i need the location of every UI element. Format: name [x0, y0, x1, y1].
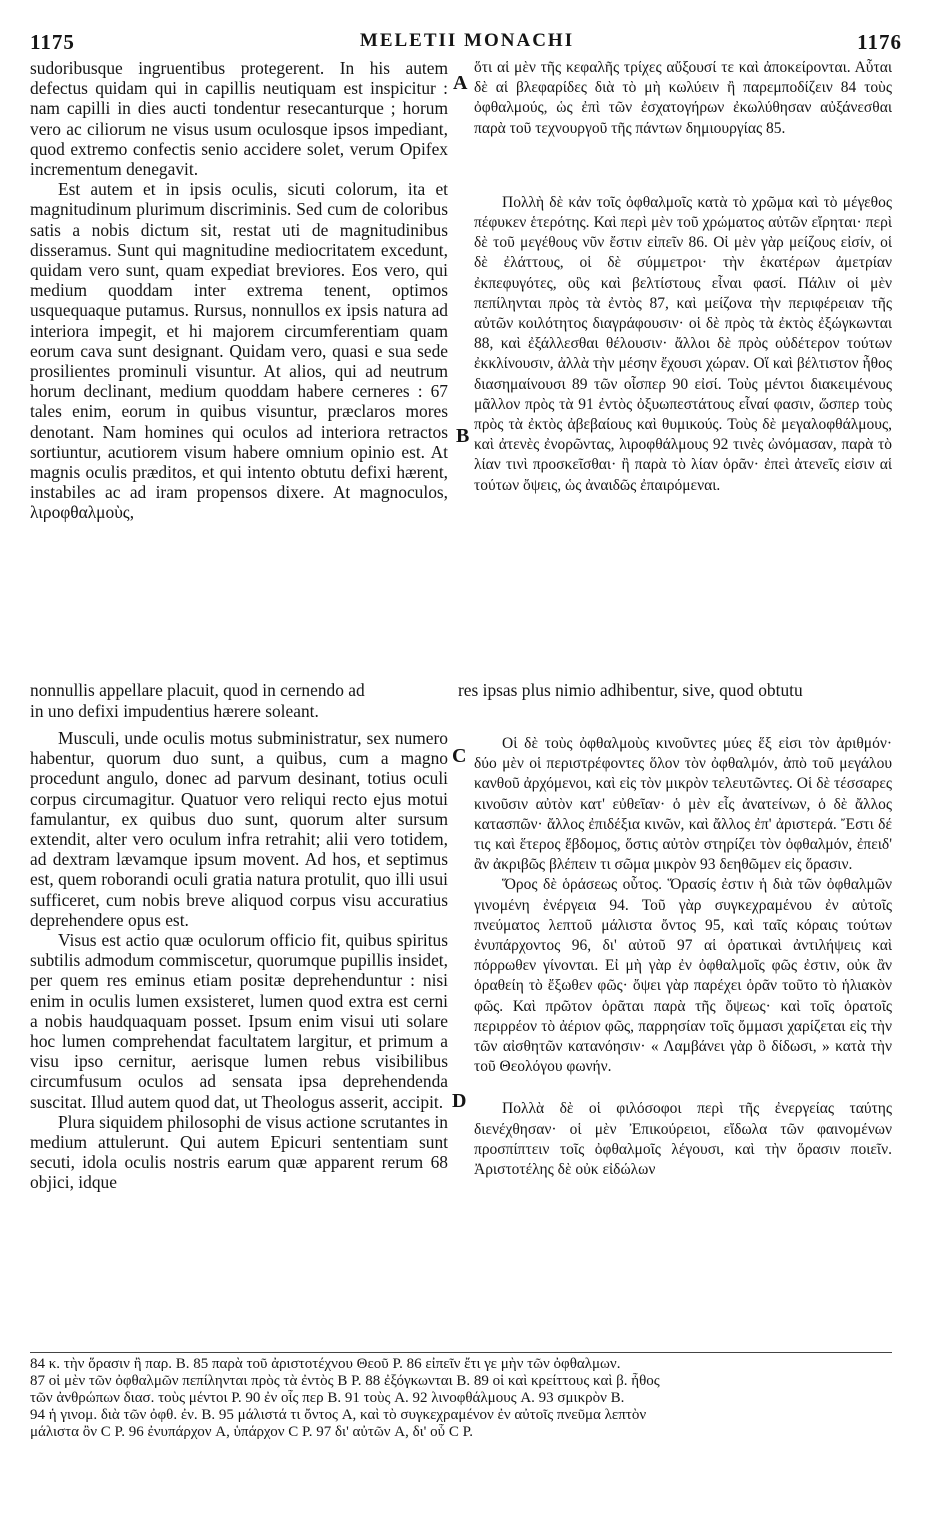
greek-paragraph: Πολλὰ δὲ οἱ φιλόσοφοι περὶ τῆς ἐνεργείας ταύτης διενέχθησαν· οἱ μὲν Ἐπικούρειοι, εἴδωλα τῶν φαινομένων προσπίπτειν τοῖς ὀφθαλμοῖς λέγουσι, καὶ τὴν ὅρασιν ποιεῖν. Ἀριστοτέλης δὲ οὐκ εἰδώλων — [474, 1100, 892, 1179]
footnote-line: 87 οἱ μὲν τῶν ὀφθαλμῶν πεπίληνται πρὸς τὰ ἐντὸς B P. 88 ἐξόγκωνται B. 89 οἱ καὶ κρείττους καὶ β. ἦθος — [30, 1373, 660, 1389]
full-width-line-end: in uno defixi impudentius hærere soleant. — [30, 701, 319, 721]
latin-column-lower — [30, 728, 448, 1193]
left-page-number: 1175 — [30, 30, 75, 54]
greek-paragraph: Πολλὴ δὲ κἀν τοῖς ὀφθαλμοῖς κατὰ τὸ χρῶμα καὶ τὸ μέγεθος πέφυκεν ἑτερότης. Καὶ περὶ μὲν τοῦ χρώματος αὐτῶν εἴρηται· περὶ δὲ τοῦ μεγέθους νῦν ἔστιν εἰπεῖν 86. Οἱ μὲν γὰρ μείζους εἰσίν, οἱ δὲ ἐλάττους, οἱ δὲ σύμμετροι· τὴν ἑκατέρων ἀμετρίαν ἐκπεφυγότες, οὓς καὶ βελτίστους εἶναι φασί. Πάλιν οἱ μὲν πεπίληνται πρὸς τὰ ἐντὸς 87, καὶ μείζονα τὴν περιφέρειαν τῆς αὐτῶν κοιλότητος διαγράφουσιν· οἱ δὲ πρὸς τὰ ἐκτὸς ἐξώγκωνται 88, καὶ ἐξάλλεσθαι θέλουσιν· ἄλλοι δὲ πρὸς οὐδέτερον τούτων ἐκκλίνουσιν, ἀλλὰ τὴν μέσην ἔχουσι χώραν. Οἵ καὶ βέλτιστον ἦθος διασημαίνουσι 89 τῶν οἷσπερ 90 εἰσί. Τοὺς μέντοι διακειμένους μᾶλλον πρὸς τὰ 91 ἐντὸς ὀξυωπεστάτους εἶναί φασιν, ὥσπερ τοὺς πρὸς τὰ ἐκτὸς ἀβεβαίους καὶ θυμικούς. Τοὺς δὲ μεγαλοφθάλμους, καὶ ἀτενὲς ἐνορῶντας, λιροφθάλμους 92 τινὲς ὠνόμασαν, παρὰ τὸ λίαν τινὶ προσκεῖσθαι· ἢ παρὰ τὸ λίαν ὁρᾶν· ἐπεὶ ἀτενεῖς εἰσιν αἱ τούτων ὄψεις, ὡς ἀναιδῶς ἐπαιρόμεναι. — [474, 193, 892, 494]
footnotes — [30, 1356, 892, 1441]
latin-paragraph: Musculi, unde oculis motus subministratur, sex numero habentur, quorum duo sunt, a quibus, cum a magno procedunt angulo, donec ad parvum desinant, totius oculi corpus circumagitur. Quatuor vero reliqui recto ejus motui famulantur, ex quibus duo sunt, quorum alter sursum extendit, alter vero oculum infra retrahit; alii vero totidem, ad dextram lævamque ipsum movent. Ad hos, et septimus est, quem roborandi oculi gratia natura protulit, quo illi usui sufficeret, cum nobis breve aliquod corpus visu accuratius deprehendere opus est. — [30, 728, 448, 930]
footnote-line: μάλιστα ὂν C P. 96 ἐνυπάρχον A, ὑπάρχον C P. 97 δι' αὐτῶν A, δι' οὗ C P. — [30, 1424, 473, 1440]
greek-column-upper — [474, 58, 892, 496]
margin-marker-a: A — [453, 72, 468, 94]
greek-column-lower — [474, 734, 892, 1180]
margin-marker-c: C — [452, 745, 467, 767]
right-page-number: 1176 — [857, 30, 902, 54]
latin-column-upper — [30, 58, 448, 523]
latin-paragraph: sudoribusque ingruentibus protegerent. In his autem defectus quidam qui in capillis neutiquam est inspicitur : nam capilli in dies aucti tondentur resecanturque ; horum vero ac ciliorum ne visus usum oculosque ipsos impediant, quod extremo confectis senio accidere solet, verum Opifex incrementum denegavit. — [30, 58, 448, 180]
greek-paragraph: ὅτι αἱ μὲν τῆς κεφαλῆς τρίχες αὔξουσί τε καὶ ἀποκείρονται. Αὗται δὲ αἱ βλεφαρίδες διὰ τὸ μὴ κωλύειν ἢ παρεμποδίζειν 84 τοὺς ὀφθαλμούς, ὡς ἐπὶ τῶν ἐσχατογήρων ἐκωλύθησαν αὐξάνεσθαι παρὰ τοῦ τεχνουργοῦ τῆς πάντων δημιουργίας 85. — [474, 59, 892, 137]
latin-paragraph: Est autem et in ipsis oculis, sicuti colorum, ita et magnitudinum plurimum discriminis. Sed cum de coloribus satis a nobis dictum sit, restat uti de magnitudinibus disseramus. Sunt qui magnitudine mediocritatem excedunt, quidam vero sunt, quam expediat breviores. Eos vero, qui medium quoddam inter extrema tenent, optimos usquequaque putamus. Rursus, nonnullos ex ipsis natura ad interiora impegit, et hi majorem circumferentiam quam eorum cava sunt designant. Quidam vero, quasi e sua sede prosilientes prominuli visuntur. At alios, qui ad neutrum horum declinant, medium quoddam habere cerneres : 67 tales enim, eorum in quibus visuntur, præclaros mores denotant. Nam homines qui oculos ad interiora retractos sortiuntur, acutiorem visum habere omnium opinio est. At magnis oculis præditos, et qui intento obtutu defixi hærent, instabiles ac ad iram propensos dixere. At magnoculos, λιροφθαλμοὺς, — [30, 179, 448, 523]
full-width-line-right: res ipsas plus nimio adhibentur, sive, quod obtutu — [458, 680, 803, 700]
latin-paragraph: Visus est actio quæ oculorum officio fit, quibus spiritus subtilis admodum commiscetur, quorumque pupillis insidet, per quem res eminus etiam positæ deprehenduntur : nisi enim in oculis lumen exsisteret, lumen quod extra est cerni a nobis haudquaquam posset. Ipsum enim visui uti solare hoc lumen comprehendat facultatem largitur, et primum a visu ipso cernitur, aerisque lumen rebus visibilibus circumfusum oculos ad sensata ipsa deprehendenda suscitat. Illud autem quod dat, ut Theologus asserit, accipit. — [30, 930, 448, 1112]
footnote-line: 84 κ. τὴν ὅρασιν ἢ παρ. B. 85 παρὰ τοῦ ἀριστοτέχνου Θεοῦ P. 86 εἰπεῖν ἔτι γε μὴν τῶν ὀφθαλμων. — [30, 1356, 621, 1372]
greek-paragraph: Οἱ δὲ τοὺς ὀφθαλμοὺς κινοῦντες μύες ἕξ εἰσι τὸν ἀριθμόν· δύο μὲν οἱ περιστρέφοντες ὅλον τὸν ὀφθαλμόν, ἀπὸ τοῦ μεγάλου κανθοῦ ἀρχόμενοι, καὶ εἰς τὸν μικρὸν τελευτῶντες. Οἱ δὲ τέσσαρες κινοῦσιν αὐτὸν κατ' εὐθεῖαν· ὁ μὲν εἷς ἀνατείνων, ὁ δὲ ἄλλος κατασπῶν· ἄλλος ἐπιδέξια κινῶν, καὶ ἄλλος ἐπ' ἀριστερά. Ἔστι δέ τις καὶ ἕτερος ἕβδομος, ὅστις αὐτὸν στηρίζει τὸν ὀφθαλμόν, ἐπειδ' ἂν ἀκριβῶς βλέπειν τι σῶμα μικρὸν 93 δεηθῶμεν εἰς ὅρασιν. — [474, 735, 892, 874]
footnote-line: τῶν ἀνθρώπων διασ. τοὺς μέντοι P. 90 ἐν οἷς περ B. 91 τοὺς A. 92 λινοφθάλμους A. 93 σμικρὸν B. — [30, 1390, 625, 1406]
latin-paragraph: Plura siquidem philosophi de visus actione scrutantes in medium attulerunt. Qui autem Epicuri sententiam sunt secuti, idola oculis nostris earum quæ apparent rerum 68 objici, idque — [30, 1111, 448, 1193]
footnote-line: 94 ἡ γινομ. διὰ τῶν ὀφθ. ἐν. B. 95 μάλιστά τι ὄντος A, καὶ τὸ συγκεχραμένον ἐν αὐτοῖς πνεῦμα λεπτὸν — [30, 1407, 647, 1423]
footnote-rule — [30, 1352, 892, 1353]
running-title: MELETII MONACHI — [359, 30, 575, 51]
margin-marker-d: D — [452, 1090, 467, 1112]
full-width-line — [30, 680, 892, 700]
full-width-line-left: nonnullis appellare placuit, quod in cernendo ad — [30, 680, 365, 700]
greek-paragraph: Ὅρος δὲ ὁράσεως οὗτος. Ὅρασίς ἐστιν ἡ διὰ τῶν ὀφθαλμῶν γινομένη ἐνέργεια 94. Τοῦ γὰρ συγκεχραμένου ἐν αὐτοῖς πνεύματος λεπτοῦ μάλιστα ὄντος 95, καὶ ταῖς κόραις τούτων ἐνυπάρχοντος 96, δι' αὐτοῦ 97 αἱ ὁρατικαὶ ἀντιλήψεις καὶ πόρρωθεν γίνονται. Εἰ μὴ γὰρ ἐν ὀφθαλμοῖς φῶς ἐστιν, οὐκ ἂν ὁραθείη τὸ ἔξωθεν φῶς· ὄψει γὰρ παρέχει ὁρᾶν τοῦτο τὸ ἡλιακὸν φῶς. Καὶ πρῶτον ὁρᾶται παρὰ τῆς ὄψεως· καὶ τοῖς ὁρατοῖς περιρρέον τὸ ἀέριον φῶς, παρρησίαν τοῖς ὄμμασι χαρίζεται εἰς τὴν τῶν αἰσθητῶν κατανόησιν· « Λαμβάνει γὰρ ὃ δίδωσι, » κατὰ τὴν τοῦ Θεολόγου φωνήν. — [474, 876, 892, 1076]
margin-marker-b: B — [456, 425, 470, 447]
